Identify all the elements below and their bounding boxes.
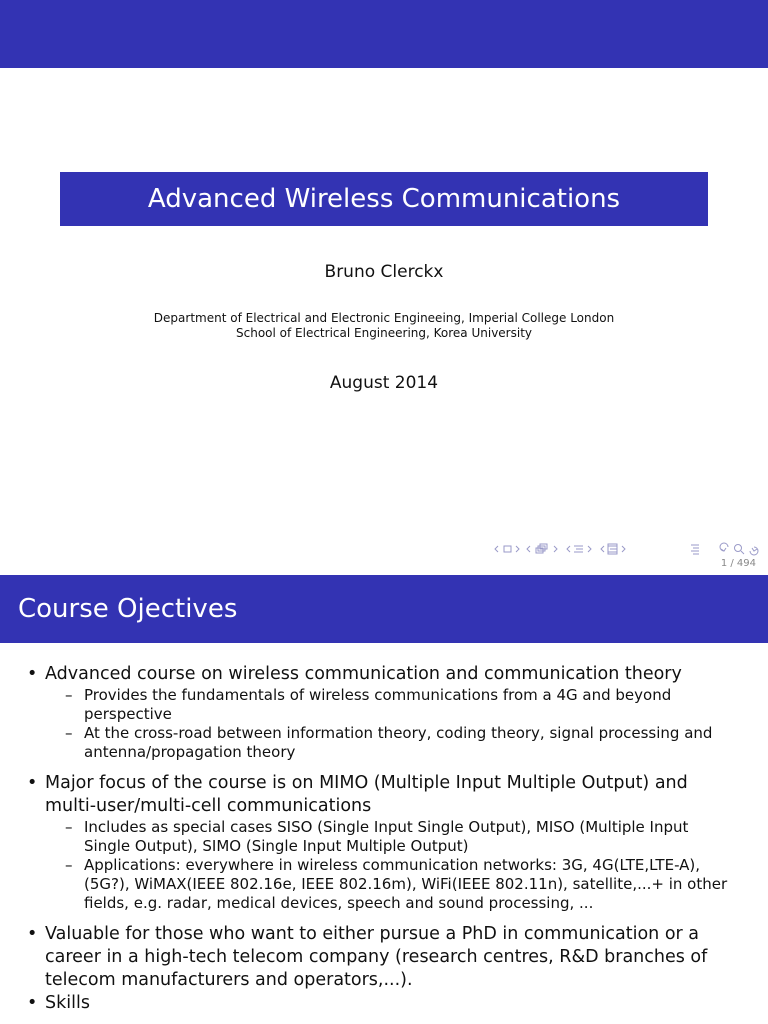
presentation-date: August 2014: [329, 373, 439, 393]
sub-item-text: Provides the fundamentals of wireless communications from a 4G and beyond perspective: [84, 686, 672, 723]
bullet-icon: •: [27, 773, 38, 793]
sub-item-text: Applications: everywhere in wireless communication networks: 3G, 4G(LTE,LTE-A), (5G?), WiMAX(IEEE 802.16e, IEEE 802.16m), WiFi(IEEE 802.11n), satellite,...+ in other fields, e.g. radar, medical devices, speech and sound processing, ...: [84, 856, 728, 912]
nav-forward-icon[interactable]: [750, 547, 758, 555]
nav-subsection-prev-icon[interactable]: [527, 546, 530, 552]
nav-subsection-icon[interactable]: [536, 544, 547, 553]
list-item: [0, 992, 768, 1015]
author-name: Bruno Clerckx: [324, 262, 444, 282]
dash-icon: –: [65, 724, 73, 742]
list-item-text: Advanced course on wireless communication and communication theory: [45, 664, 682, 684]
nav-frame-icon[interactable]: [504, 546, 511, 552]
sub-item: [0, 686, 768, 724]
nav-frame-prev-icon[interactable]: [495, 546, 498, 552]
nav-section-prev-icon[interactable]: [567, 546, 570, 552]
affiliation-2: School of Electrical Engineering, Korea University: [236, 326, 532, 340]
nav-back-icon[interactable]: [720, 543, 728, 551]
frame-title: Course Ojectives: [0, 575, 768, 643]
list-item-text: Major focus of the course is on MIMO (Multiple Input Multiple Output) and multi-user/multi-cell communications: [45, 773, 688, 816]
nav-search-icon[interactable]: [735, 545, 745, 555]
nav-section-next-icon[interactable]: [588, 546, 591, 552]
nav-section-icon[interactable]: [574, 546, 583, 552]
objectives-list: [0, 663, 768, 1015]
sub-item-text: At the cross-road between information theory, coding theory, signal processing and antenna/propagation theory: [84, 724, 713, 761]
nav-frame-next-icon[interactable]: [516, 546, 519, 552]
affiliation-1: Department of Electrical and Electronic Engineeing, Imperial College London: [153, 311, 615, 325]
dash-icon: –: [65, 856, 73, 874]
nav-part-icon[interactable]: [608, 544, 617, 554]
sub-item: [0, 724, 768, 762]
list-item-text: Skills: [45, 993, 90, 1013]
presentation-title: Advanced Wireless Communications: [60, 172, 708, 226]
list-item: [0, 923, 768, 992]
page-number: 1 / 494: [720, 558, 756, 569]
beamer-navigation: [492, 542, 762, 556]
bullet-icon: •: [27, 924, 38, 944]
bullet-icon: •: [27, 664, 38, 684]
dash-icon: –: [65, 818, 73, 836]
sub-item: [0, 818, 768, 856]
list-item-text: Valuable for those who want to either pursue a PhD in communication or a career in a high-tech telecom company (research centres, R&D branches of telecom manufacturers and operators,...).: [45, 924, 708, 990]
nav-part-next-icon[interactable]: [622, 546, 625, 552]
objectives-slide: [0, 575, 768, 1024]
sub-item-text: Includes as special cases SISO (Single Input Single Output), MISO (Multiple Input Single Output), SIMO (Single Input Multiple Output): [84, 818, 689, 855]
list-item: [0, 772, 768, 818]
nav-align-icon[interactable]: [691, 545, 699, 554]
sub-item: [0, 856, 768, 913]
dash-icon: –: [65, 686, 73, 704]
header-bar: [0, 0, 768, 68]
nav-subsection-next-icon[interactable]: [554, 546, 557, 552]
bullet-icon: •: [27, 993, 38, 1013]
nav-part-prev-icon[interactable]: [601, 546, 604, 552]
list-item: [0, 663, 768, 686]
